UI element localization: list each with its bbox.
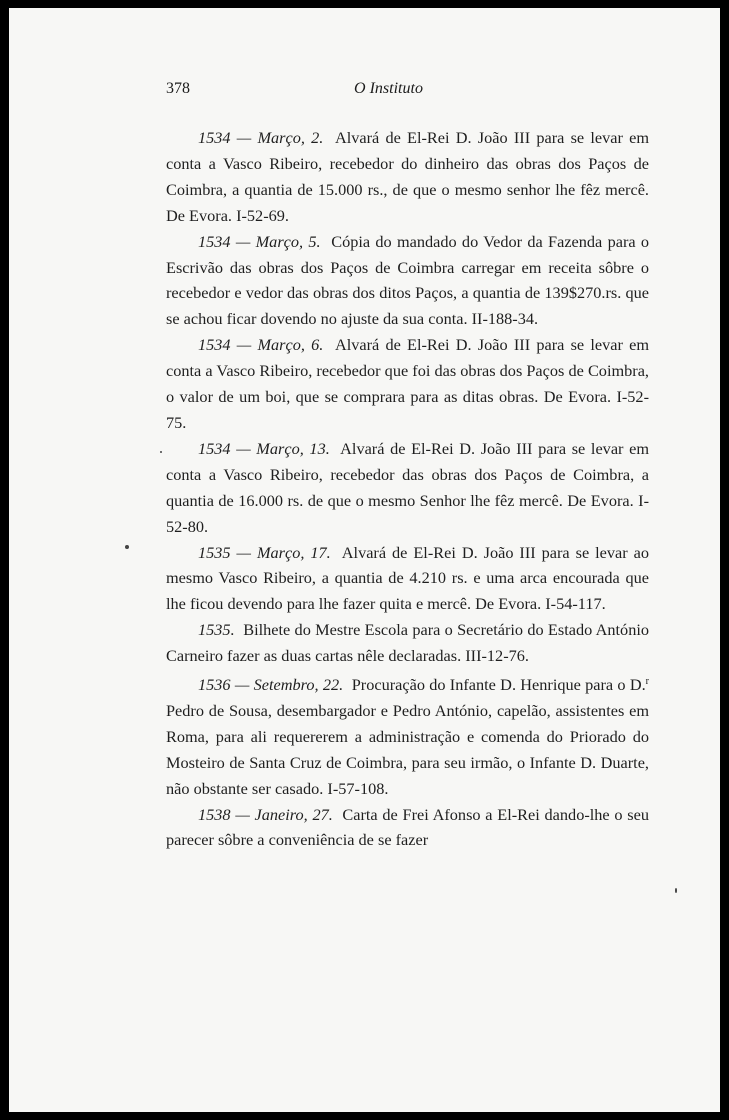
entry: [166, 332, 649, 436]
entry-date: 1538 — Janeiro, 27.: [198, 804, 333, 824]
page-speck: [160, 451, 162, 453]
superscript: r: [645, 676, 650, 688]
document-page: [9, 8, 720, 1112]
running-title: O Instituto: [354, 80, 423, 97]
document-body: [166, 125, 649, 853]
entry-text: Pedro de Sousa, desembargador e Pedro António, capelão, assistentes em Roma, para ali requererem a administração e comenda do Priorado do Mosteiro de Santa Cruz de Coimbra, para seu irmão, o Infante D. Duarte, não obstante ser casado. I-57-108.: [166, 700, 649, 798]
page-speck: [125, 545, 129, 549]
entry: [166, 802, 649, 854]
entry-text: Alvará de El-Rei D. João III para se levar em conta a Vasco Ribeiro, recebedor das obras dos Paços de Coimbra, a quantia de 16.000 rs. de que o mesmo Senhor lhe fêz mercê. De Evora. I-52-80.: [166, 438, 649, 536]
entry-date: 1535 — Março, 17.: [198, 542, 331, 562]
entry: [166, 540, 649, 618]
entry-text: Alvará de El-Rei D. João III para se levar ao mesmo Vasco Ribeiro, a quantia de 4.210 rs. e uma arca encourada que lhe ficou devendo para lhe fazer quita e mercê. De Evora. I-54-117.: [166, 542, 650, 614]
entry-text: Cópia do mandado do Vedor da Fazenda para o Escrivão das obras dos Paços de Coimbra carregar em receita sôbre o recebedor e vedor das obras dos ditos Paços, a quantia de 139$270.rs. que se achou ficar dovendo no ajuste da sua conta. II-188-34.: [166, 231, 650, 329]
entry: [166, 436, 649, 540]
running-head: [9, 80, 720, 104]
entry: [166, 669, 649, 802]
entry-text: Procuração do Infante D. Henrique para o D.: [351, 675, 646, 695]
page-speck: [675, 888, 677, 893]
page-number: 378: [166, 80, 190, 97]
entry-date: 1535.: [198, 620, 235, 640]
entry-date: 1536 — Setembro, 22.: [198, 675, 344, 695]
entry: [166, 125, 649, 229]
entry: [166, 229, 649, 333]
entry-date: 1534 — Março, 5.: [198, 231, 321, 251]
entry-text: Alvará de El-Rei D. João III para se levar em conta a Vasco Ribeiro, recebedor do dinheiro das obras dos Paços de Coimbra, a quantia de 15.000 rs., de que o mesmo senhor lhe fêz mercê. De Evora. I-52-69.: [166, 128, 650, 225]
entry: [166, 617, 649, 669]
entry-date: 1534 — Março, 6.: [198, 335, 324, 355]
entry-text: Alvará de El-Rei D. João III para se levar em conta a Vasco Ribeiro, recebedor que foi das obras dos Paços de Coimbra, o valor de um boi, que se comprara para as ditas obras. De Evora. I-52-75.: [166, 335, 650, 432]
entry-text: Carta de Frei Afonso a El-Rei dando-lhe o seu parecer sôbre a conveniência de se fazer: [166, 804, 650, 850]
entry-date: 1534 — Março, 13.: [198, 438, 330, 458]
entry-date: 1534 — Março, 2.: [198, 128, 324, 147]
entry-text: Bilhete do Mestre Escola para o Secretário do Estado António Carneiro fazer as duas cartas nêle declaradas. III-12-76.: [166, 620, 649, 666]
